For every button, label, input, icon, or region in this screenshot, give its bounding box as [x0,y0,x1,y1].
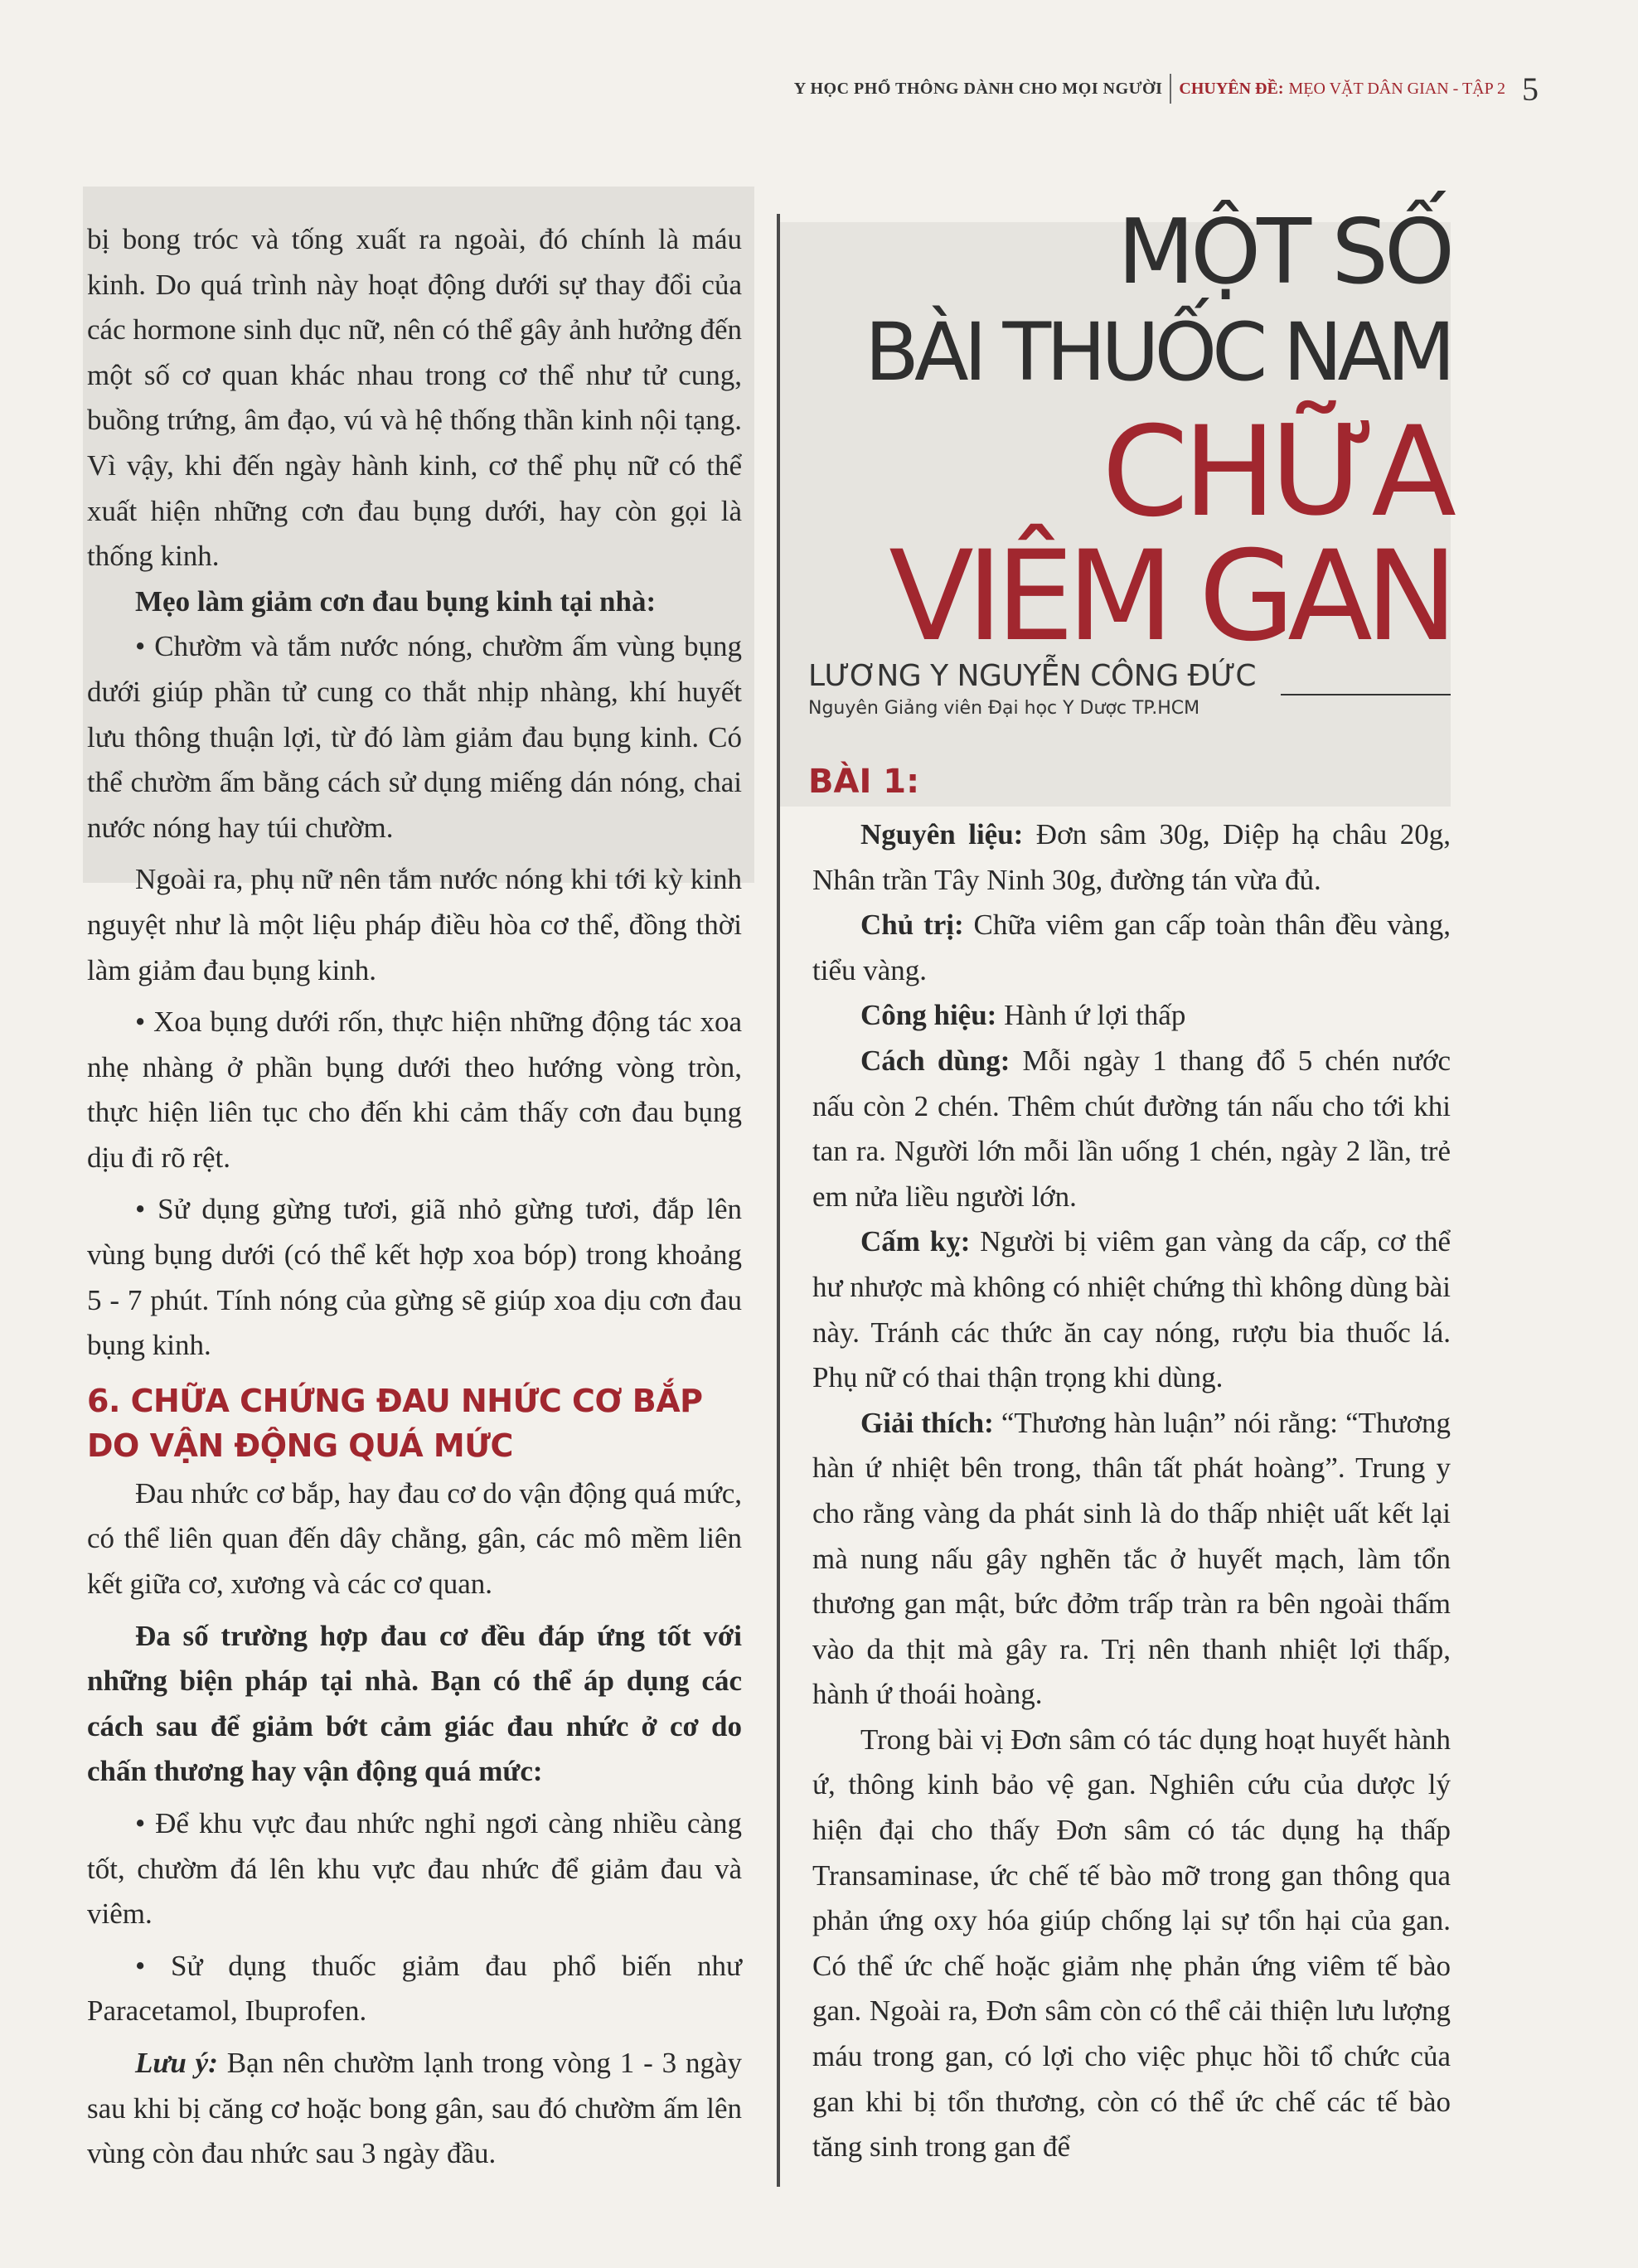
effect-text: Hành ứ lợi thấp [996,999,1186,1032]
explanation-paragraph [812,1401,1451,1718]
effect-label: Công hiệu: [860,999,997,1032]
contraindication-paragraph [812,1219,1451,1400]
usage-label: Cách dùng: [860,1044,1010,1077]
note-text: Bạn nên chườm lạnh trong vòng 1 - 3 ngày sau khi bị căng cơ hoặc bong gân, sau đó chườm ấm lên vùng còn đau nhức sau 3 ngày đầu. [87,2046,742,2170]
indication-text: Chữa viêm gan cấp toàn thân đều vàng, tiểu vàng. [812,909,1451,986]
article-title-line-1: MỘT SỐ [1117,201,1451,304]
usage-text: Mỗi ngày 1 thang đổ 5 chén nước nấu còn 2 chén. Thêm chút đường tán nấu cho tới khi tan ra. Người lớn mỗi lần uống 1 chén, ngày 2 lần, trẻ em nửa liều người lớn. [812,1044,1451,1213]
tip-massage: • Xoa bụng dưới rốn, thực hiện những động tác xoa nhẹ nhàng ở phần bụng dưới theo hướng vòng tròn, thực hiện liên tục cho đến khi cảm thấy cơn đau bụng dịu đi rõ rệt. [87,1006,742,1174]
column-divider [777,214,780,2187]
indication-paragraph [812,903,1451,993]
topic-name: MẸO VẶT DÂN GIAN - TẬP 2 [1288,79,1505,98]
left-column [87,217,742,2177]
right-column [812,812,1451,2170]
tip-hot-bath: Ngoài ra, phụ nữ nên tắm nước nóng khi tới kỳ kinh nguyệt như là một liệu pháp điều hòa cơ thể, đồng thời làm giảm đau bụng kinh. [87,863,742,986]
header-divider [1170,74,1171,104]
home-remedy-paragraph: Đa số trường hợp đau cơ đều đáp ứng tốt với những biện pháp tại nhà. Bạn có thể áp dụng các cách sau để giảm bớt cảm giác đau nhức ở cơ do chấn thương hay vận động quá mức: [87,1619,742,1788]
note-paragraph [87,2041,742,2177]
tip-rest-ice: • Để khu vực đau nhức nghỉ ngơi càng nhiều càng tốt, chườm đá lên khu vực đau nhức để giảm đau và viêm. [87,1807,742,1931]
contraindication-label: Cấm kỵ: [860,1225,971,1258]
page-number: 5 [1522,70,1539,108]
section-6-title: 6. CHỮA CHỨNG ĐAU NHỨC CƠ BẮP DO VẬN ĐỘNG QUÁ MỨC [87,1382,703,1464]
author-name: LƯƠNG Y NGUYỄN CÔNG ĐỨC [808,659,1256,693]
danshen-paragraph: Trong bài vị Đơn sâm có tác dụng hoạt huyết hành ứ, thông kinh bảo vệ gan. Nghiên cứu của dược lý hiện đại cho thấy Đơn sâm có tác dụng hạ thấp Transaminase, ức chế tế bào mỡ trong gan thông qua phản ứng oxy hóa giúp chống lại sự tổn hại của gan. Có thể ức chế hoặc giảm nhẹ phản ứng viêm tế bào gan. Ngoài ra, Đơn sâm còn có thể cải thiện lưu lượng máu trong gan, có lợi cho việc phục hồi tổ chức của gan khi bị tổn thương, còn có thể ức chế các tế bào tăng sinh trong gan để [812,1723,1451,2164]
tip-painkillers: • Sử dụng thuốc giảm đau phổ biến như Paracetamol, Ibuprofen. [87,1949,742,2028]
contraindication-text: Người bị viêm gan vàng da cấp, cơ thể hư nhược mà không có nhiệt chứng thì không dùng bài này. Tránh các thức ăn cay nóng, rượu bia thuốc lá. Phụ nữ có thai thận trọng khi dùng. [812,1225,1451,1394]
article-title-line-3: CHỮA [1102,400,1451,545]
intro-paragraph: bị bong tróc và tống xuất ra ngoài, đó chính là máu kinh. Do quá trình này hoạt động dưới sự thay đổi của các hormone sinh dục nữ, nên có thể gây ảnh hưởng đến một số cơ quan khác nhau trong cơ thể như tử cung, buồng trứng, âm đạo, vú và hệ thống thần kinh nội tạng. Vì vậy, khi đến ngày hành kinh, cơ thể phụ nữ có thể xuất hiện những cơn đau bụng dưới, hay còn gọi là thống kinh. [87,223,742,573]
running-header [794,68,1539,109]
explanation-text: “Thương hàn luận” nói rằng: “Thương hàn ứ nhiệt bên trong, thân tất phát hoàng”. Trung y cho rằng vàng da phát sinh là do thấp nhiệt uất kết lại mà nung nấu gây nghẽn tắc ở huyết mạch, làm tổn thương gan mật, bức đởm trấp tràn ra bên ngoài thấm vào da thịt mà gây ra. Trị nên thanh nhiệt lợi thấp, hành ứ thoái hoàng. [812,1406,1451,1711]
article-title-line-4: VIÊM GAN [889,525,1451,669]
muscle-pain-intro: Đau nhức cơ bắp, hay đau cơ do vận động quá mức, có thể liên quan đến dây chằng, gân, các mô mềm liên kết giữa cơ, xương và các cơ quan. [87,1476,742,1601]
note-label: Lưu ý: [135,2046,218,2079]
tip-ginger: • Sử dụng gừng tươi, giã nhỏ gừng tươi, đắp lên vùng bụng dưới (có thể kết hợp xoa bóp) trong khoảng 5 - 7 phút. Tính nóng của gừng sẽ giúp xoa dịu cơn đau bụng kinh. [87,1193,742,1362]
article-title-line-2: BÀI THUỐC NAM [865,306,1451,399]
ingredients-text: Đơn sâm 30g, Diệp hạ châu 20g, Nhân trần Tây Ninh 30g, đường tán vừa đủ. [812,818,1451,896]
tips-heading: Mẹo làm giảm cơn đau bụng kinh tại nhà: [135,584,657,618]
ingredients-paragraph [812,812,1451,903]
effect-paragraph [812,993,1451,1039]
author-affiliation: Nguyên Giảng viên Đại học Y Dược TP.HCM [808,698,1200,719]
usage-paragraph [812,1039,1451,1219]
tip-hot-compress: • Chườm và tắm nước nóng, chườm ấm vùng bụng dưới giúp phần tử cung co thắt nhịp nhàng, khí huyết lưu thông thuận lợi, từ đó làm giảm đau bụng kinh. Có thể chườm ấm bằng cách sử dụng miếng dán nóng, chai nước nóng hay túi chườm. [87,630,742,844]
journal-name: Y HỌC PHỔ THÔNG DÀNH CHO MỌI NGƯỜI [793,79,1163,98]
indication-label: Chủ trị: [860,909,964,942]
explanation-label: Giải thích: [860,1406,994,1439]
recipe-heading: BÀI 1: [808,763,920,801]
author-rule [1281,694,1451,695]
article-title-block [808,199,1451,812]
topic-label: CHUYÊN ĐỀ: [1179,79,1284,98]
ingredients-label: Nguyên liệu: [860,818,1024,850]
